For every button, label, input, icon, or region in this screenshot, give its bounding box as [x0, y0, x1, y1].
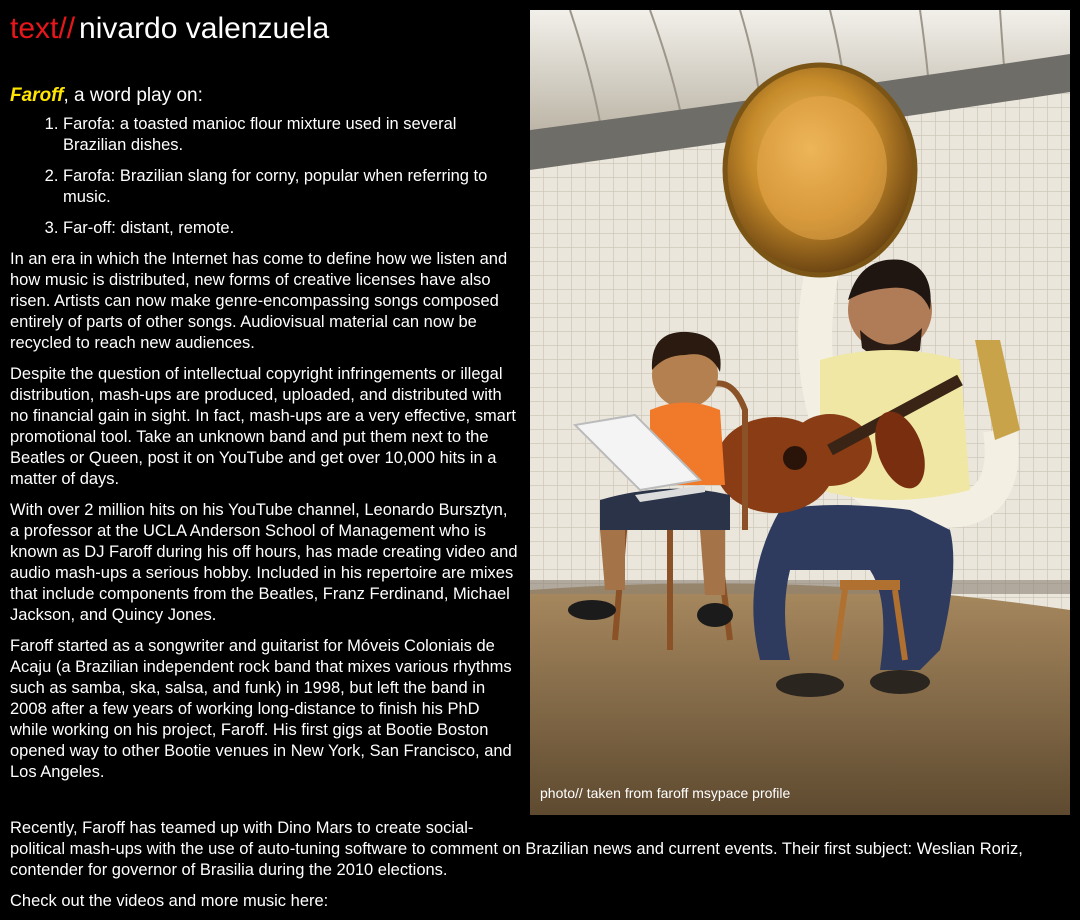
paragraph-internet: In an era in which the Internet has come to define how we listen and how music is distributed, new forms of creative licenses have also risen. Artists can now make genre-encompassing songs composed entirely of parts of other songs. Audiovisual material can now be recycled to reach new audiences.: [10, 250, 508, 352]
article-photo: [530, 10, 1070, 815]
paragraph-check-out: Check out the videos and more music here:: [10, 892, 329, 910]
definition-item: 1. Farofa: a toasted manioc flour mixture used in several Brazilian dishes.: [63, 114, 520, 156]
definition-item: 2. Farofa: Brazilian slang for corny, popular when referring to music.: [63, 166, 520, 208]
faroff-name: Faroff: [10, 85, 64, 106]
paragraph-history: Faroff started as a songwriter and guitarist for Móveis Coloniais de Acaju (a Brazilian independent rock band that mixes various rhythms such as samba, ska, salsa, and funk) in 1998, but left the band in 2008 after a few years of working long-distance to finish his PhD while working on his project, Faroff. His first gigs at Bootie Boston opened way to other Bootie venues in New York, San Francisco, and Los Angeles.: [10, 637, 512, 781]
intro-rest: , a word play on:: [63, 85, 203, 106]
paragraph-recently: [10, 818, 1070, 881]
paragraph-recently-line-1: Recently, Faroff has teamed up with Dino Mars to create social-: [10, 819, 474, 837]
byline-label: text//: [10, 12, 76, 45]
intro: [10, 84, 520, 108]
photo-caption: photo// taken from faroff msypace profile: [540, 785, 791, 801]
byline: [10, 10, 329, 48]
paragraph-youtube: With over 2 million hits on his YouTube channel, Leonardo Bursztyn, a professor at the UCLA Anderson School of Management who is known as DJ Faroff during his off hours, has made creating video and audio mash-ups a serious hobby. Included in his repertoire are mixes that include components from the Beatles, Franz Ferdinand, Michael Jackson, and Quincy Jones.: [10, 501, 518, 624]
definition-list: [10, 114, 520, 239]
article-column: [10, 84, 520, 793]
article-wide-text: [10, 818, 1070, 920]
definition-item: 3. Far-off: distant, remote.: [63, 218, 520, 239]
byline-author: nivardo valenzuela: [79, 12, 330, 45]
photo-illustration: [530, 10, 1070, 815]
paragraph-copyright: Despite the question of intellectual copyright infringements or illegal distribution, mash-ups are produced, uploaded, and distributed with no financial gain in sight. In fact, mash-ups are a very effective, smart promotional tool. Take an unknown band and put them next to the Beatles or Queen, post it on YouTube and get over 10,000 hits in a matter of days.: [10, 365, 516, 488]
paragraph-recently-rest: political mash-ups with the use of auto-tuning software to comment on Brazilian news and current events. Their first subject: Weslian Roriz, contender for governor of Brasilia during the 2010 elections.: [10, 840, 1023, 879]
